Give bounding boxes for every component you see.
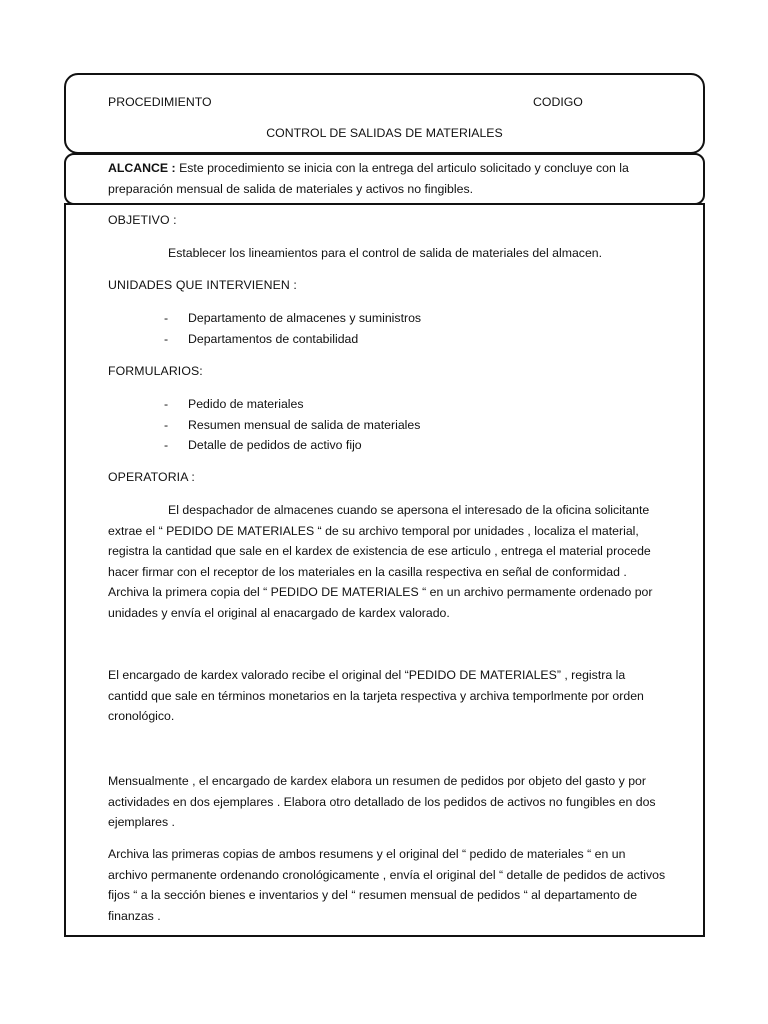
units-label: UNIDADES QUE INTERVIENEN : — [108, 278, 297, 292]
units-list — [164, 308, 421, 349]
code-label: CODIGO — [533, 95, 583, 109]
list-item: - Detalle de pedidos de activo fijo — [164, 435, 420, 456]
operations-paragraph-1: El despachador de almacenes cuando se apersona el interesado de la oficina solicitante extrae el “ PEDIDO DE MATERIALES “ de su archivo temporal por unidades , localiza el material, registra la cantidad que sale en el kardex de existencia de ese articulo , entrega el material procede hacer firmar con el receptor de los materiales en la casilla respectiva en señal de conformidad . Archiva la primera copia del “ PEDIDO DE MATERIALES “ en un archivo permamente ordenado por unidades y envía el original al enacargado de kardex valorado. — [108, 503, 653, 620]
operations-paragraph-4: Archiva las primeras copias de ambos resumens y el original del “ pedido de materiales “ en un archivo permanente ordenando cronológicamente , envía el original del “ detalle de pedidos de activos fijos “ a la sección bienes e inventarios y del “ resumen mensual de pedidos “ al departamento de finanzas . — [108, 847, 666, 923]
forms-label: FORMULARIOS: — [108, 364, 203, 378]
objective-text: Establecer los lineamientos para el control de salida de materiales del almacen. — [168, 246, 603, 260]
operations-paragraph-3: Mensualmente , el encargado de kardex elabora un resumen de pedidos por objeto del gasto y por actividades en dos ejemplares . Elabora otro detallado de los pedidos de activos no fungibles en dos ejemplares . — [108, 774, 656, 830]
objective-label: OBJETIVO : — [108, 213, 177, 227]
scope-label: ALCANCE : — [108, 161, 176, 175]
list-item: - Departamento de almacenes y suministros — [164, 308, 421, 329]
procedure-label: PROCEDIMIENTO — [108, 95, 212, 109]
operations-paragraph-2: El encargado de kardex valorado recibe el original del “PEDIDO DE MATERIALES” , registra la cantidd que sale en términos monetarios en la tarjeta respectiva y archiva temporlmente por orden cronológico. — [108, 668, 644, 724]
operations-label: OPERATORIA : — [108, 470, 195, 484]
forms-list — [164, 394, 420, 456]
scope-paragraph — [108, 158, 687, 199]
list-item: - Pedido de materiales — [164, 394, 420, 415]
scope-text: Este procedimiento se inicia con la entrega del articulo solicitado y concluye con la preparación mensual de salida de materiales y activos no fingibles. — [108, 161, 629, 196]
list-item: - Resumen mensual de salida de materiales — [164, 415, 420, 436]
list-item: - Departamentos de contabilidad — [164, 329, 421, 350]
header-box — [64, 73, 705, 154]
document-title: CONTROL DE SALIDAS DE MATERIALES — [266, 126, 503, 140]
scope-box — [64, 153, 705, 205]
body-box — [64, 203, 705, 937]
